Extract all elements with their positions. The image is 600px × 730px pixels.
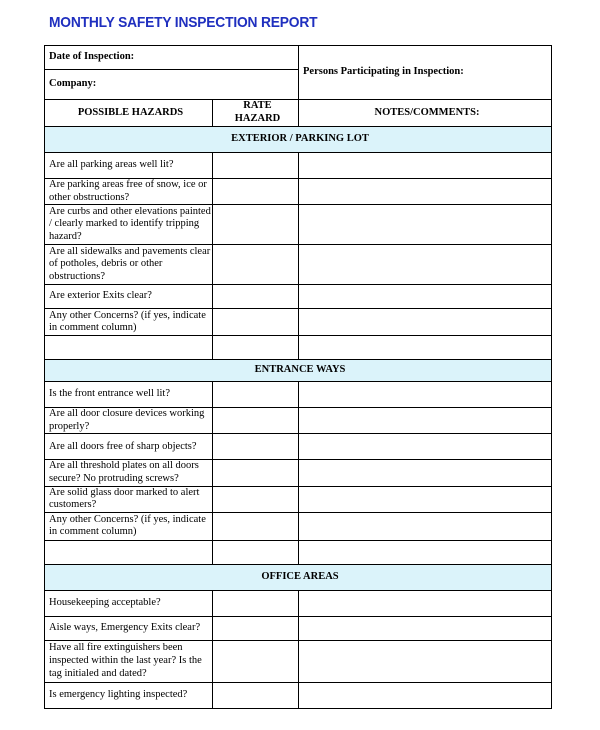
notes-cell[interactable] <box>299 336 552 360</box>
notes-cell[interactable] <box>299 486 552 512</box>
hazard-blank-cell[interactable] <box>45 540 213 564</box>
table-row <box>45 408 552 434</box>
notes-cell[interactable] <box>299 382 552 408</box>
hazard-question: Are all threshold plates on all doors secure? No protruding screws? <box>45 460 213 486</box>
hazard-question: Are solid glass door marked to alert customers? <box>45 486 213 512</box>
table-row <box>45 245 552 285</box>
notes-cell[interactable] <box>299 616 552 640</box>
inspection-form-table <box>44 45 552 709</box>
rate-hazard-cell[interactable] <box>213 434 299 460</box>
section-header-entrance: ENTRANCE WAYS <box>45 360 552 382</box>
hazard-blank-cell[interactable] <box>45 336 213 360</box>
table-row <box>45 460 552 486</box>
notes-comments-header: NOTES/COMMENTS: <box>299 100 552 127</box>
hazard-question: Are curbs and other elevations painted / clearly marked to identify tripping hazard? <box>45 205 213 245</box>
notes-cell[interactable] <box>299 434 552 460</box>
table-row <box>45 540 552 564</box>
hazard-question: Any other Concerns? (if yes, indicate in comment column) <box>45 309 213 336</box>
section-header-office: OFFICE AREAS <box>45 564 552 590</box>
table-row <box>45 205 552 245</box>
table-row <box>45 179 552 205</box>
table-row <box>45 434 552 460</box>
notes-cell[interactable] <box>299 540 552 564</box>
rate-hazard-cell[interactable] <box>213 540 299 564</box>
persons-participating-field[interactable] <box>299 46 552 100</box>
notes-cell[interactable] <box>299 682 552 708</box>
rate-hazard-cell[interactable] <box>213 336 299 360</box>
hazard-question: Is the front entrance well lit? <box>45 382 213 408</box>
hazard-question: Housekeeping acceptable? <box>45 590 213 616</box>
notes-cell[interactable] <box>299 460 552 486</box>
hazard-question: Are all doors free of sharp objects? <box>45 434 213 460</box>
hazard-question: Are all parking areas well lit? <box>45 153 213 179</box>
rate-hazard-cell[interactable] <box>213 153 299 179</box>
rate-hazard-header: RATE HAZARD <box>213 100 299 127</box>
rate-hazard-cell[interactable] <box>213 285 299 309</box>
rate-hazard-cell[interactable] <box>213 408 299 434</box>
rate-hazard-cell[interactable] <box>213 309 299 336</box>
notes-cell[interactable] <box>299 285 552 309</box>
notes-cell[interactable] <box>299 512 552 540</box>
notes-cell[interactable] <box>299 309 552 336</box>
table-row <box>45 336 552 360</box>
date-of-inspection-field[interactable] <box>45 46 299 70</box>
notes-cell[interactable] <box>299 205 552 245</box>
rate-hazard-cell[interactable] <box>213 486 299 512</box>
hazard-question: Aisle ways, Emergency Exits clear? <box>45 616 213 640</box>
notes-cell[interactable] <box>299 153 552 179</box>
table-row <box>45 382 552 408</box>
table-row <box>45 682 552 708</box>
notes-cell[interactable] <box>299 590 552 616</box>
notes-cell[interactable] <box>299 245 552 285</box>
possible-hazards-header: POSSIBLE HAZARDS <box>45 100 213 127</box>
table-row <box>45 590 552 616</box>
table-row <box>45 616 552 640</box>
table-row <box>45 285 552 309</box>
persons-participating-label: Persons Participating in Inspection: <box>303 66 464 78</box>
rate-hazard-cell[interactable] <box>213 245 299 285</box>
company-label: Company: <box>49 78 97 90</box>
table-row <box>45 486 552 512</box>
table-row <box>45 512 552 540</box>
hazard-question: Are all sidewalks and pavements clear of potholes, debris or other obstructions? <box>45 245 213 285</box>
rate-hazard-cell[interactable] <box>213 512 299 540</box>
rate-hazard-cell[interactable] <box>213 179 299 205</box>
rate-hazard-cell[interactable] <box>213 590 299 616</box>
notes-cell[interactable] <box>299 408 552 434</box>
notes-cell[interactable] <box>299 179 552 205</box>
table-row <box>45 640 552 682</box>
hazard-question: Is emergency lighting inspected? <box>45 682 213 708</box>
rate-hazard-cell[interactable] <box>213 616 299 640</box>
section-header-exterior: EXTERIOR / PARKING LOT <box>45 127 552 153</box>
date-of-inspection-label: Date of Inspection: <box>49 51 135 63</box>
rate-hazard-cell[interactable] <box>213 640 299 682</box>
hazard-question: Are parking areas free of snow, ice or other obstructions? <box>45 179 213 205</box>
hazard-question: Are all door closure devices working properly? <box>45 408 213 434</box>
company-field[interactable] <box>45 70 299 100</box>
rate-hazard-cell[interactable] <box>213 205 299 245</box>
rate-hazard-cell[interactable] <box>213 382 299 408</box>
notes-cell[interactable] <box>299 640 552 682</box>
report-title: MONTHLY SAFETY INSPECTION REPORT <box>49 14 318 31</box>
hazard-question: Have all fire extinguishers been inspected within the last year? Is the tag initialed and dated? <box>45 640 213 682</box>
hazard-question: Any other Concerns? (if yes, indicate in comment column) <box>45 512 213 540</box>
table-row <box>45 309 552 336</box>
rate-hazard-cell[interactable] <box>213 682 299 708</box>
hazard-question: Are exterior Exits clear? <box>45 285 213 309</box>
table-row <box>45 153 552 179</box>
rate-hazard-cell[interactable] <box>213 460 299 486</box>
